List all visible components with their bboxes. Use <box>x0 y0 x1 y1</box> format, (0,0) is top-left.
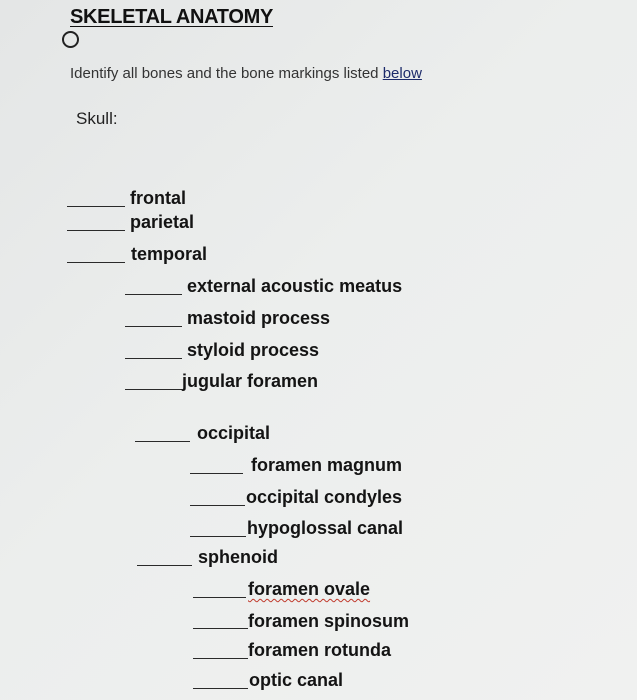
answer-blank[interactable] <box>190 473 243 474</box>
instruction-text <box>70 65 422 82</box>
answer-blank[interactable] <box>193 658 248 659</box>
item-label: foramen ovale <box>248 579 371 599</box>
item-label: external acoustic meatus <box>187 276 403 296</box>
instruction-body: Identify all bones and the bone markings listed <box>70 65 383 82</box>
answer-blank[interactable] <box>67 262 125 263</box>
answer-blank[interactable] <box>193 597 246 598</box>
answer-blank[interactable] <box>137 565 192 566</box>
item-label: styloid process <box>187 340 320 360</box>
item-label: foramen magnum <box>251 455 403 475</box>
answer-blank[interactable] <box>67 230 125 231</box>
item-label: sphenoid <box>198 547 278 567</box>
item-label: foramen rotunda <box>248 640 392 660</box>
item-label: temporal <box>131 244 208 264</box>
answer-blank[interactable] <box>190 505 245 506</box>
item-label: mastoid process <box>187 308 331 328</box>
answer-blank[interactable] <box>190 536 246 537</box>
item-label: foramen spinosum <box>248 611 410 631</box>
item-label: jugular foramen <box>182 371 319 391</box>
answer-blank[interactable] <box>125 358 182 359</box>
instruction-link[interactable]: below <box>382 65 422 82</box>
answer-blank[interactable] <box>125 326 182 327</box>
answer-blank[interactable] <box>67 206 125 207</box>
radio-circle-icon[interactable] <box>62 31 79 48</box>
item-label: parietal <box>130 212 195 232</box>
item-label: optic canal <box>249 670 344 690</box>
item-label: occipital condyles <box>246 487 403 507</box>
page-title: SKELETAL ANATOMY <box>70 6 273 28</box>
answer-blank[interactable] <box>193 628 248 629</box>
answer-blank[interactable] <box>135 441 190 442</box>
item-label: frontal <box>130 188 186 208</box>
answer-blank[interactable] <box>193 688 248 689</box>
answer-blank[interactable] <box>125 389 182 390</box>
section-label-skull: Skull: <box>76 109 118 128</box>
item-label: hypoglossal canal <box>247 518 404 538</box>
item-label: occipital <box>197 423 271 443</box>
answer-blank[interactable] <box>125 294 182 295</box>
